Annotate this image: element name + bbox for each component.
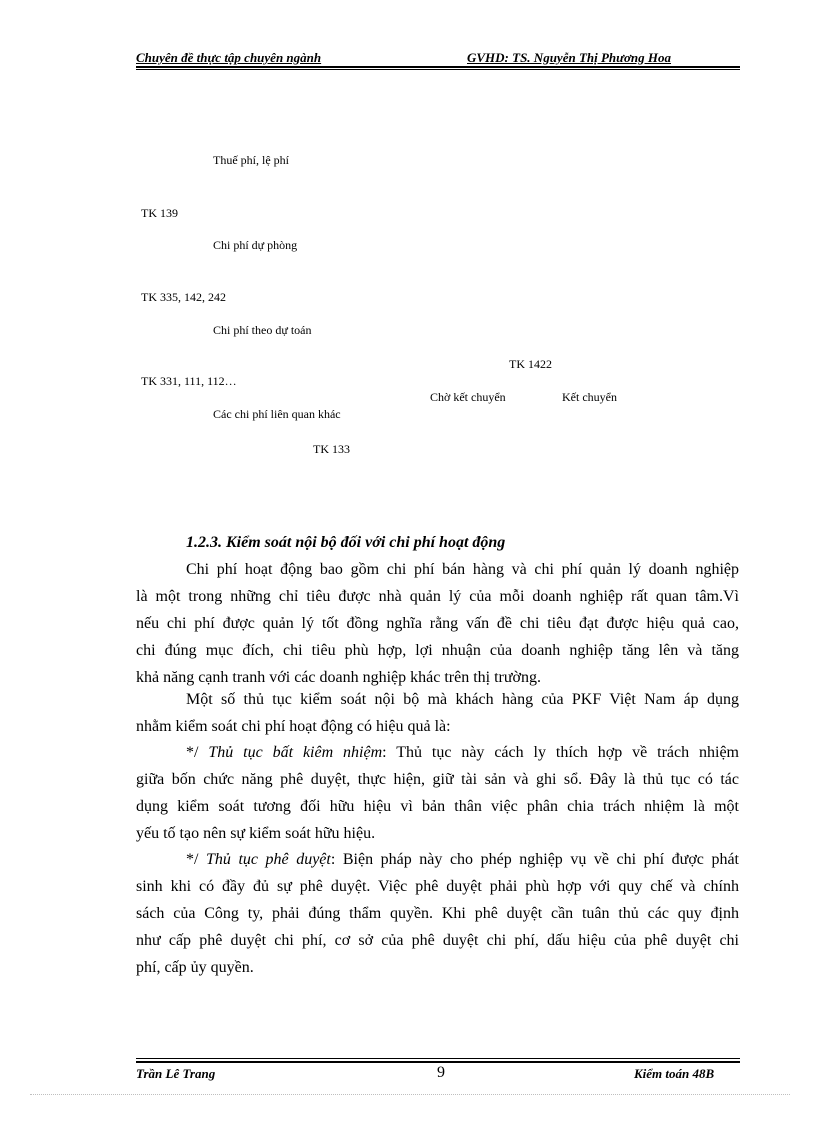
text-line: nếu chi phí được quản lý tốt đồng nghĩa rằng vấn đề chi tiêu đạt được hiệu quả cao, (136, 615, 739, 632)
diagram-account-tk331: TK 331, 111, 112… (141, 374, 237, 388)
footer-rule (136, 1058, 740, 1059)
procedure-text: : Biện pháp này cho phép nghiệp vụ về chi phí được phát (330, 851, 739, 868)
text-line: Chi phí hoạt động bao gồm chi phí bán hàng và chi phí quản lý doanh nghiệp (186, 561, 739, 578)
text-line: chi đúng mục đích, chi tiêu phù hợp, lợi nhuận của doanh nghiệp tăng lên và tăng (136, 642, 739, 659)
text-line: yếu tố tạo nên sự kiểm soát hữu hiệu. (136, 825, 376, 842)
text-line: sách của Công ty, phải đúng thẩm quyền. Khi phê duyệt cần tuân thủ các quy định (136, 905, 739, 922)
text-line: sinh khi có đầy đủ sự phê duyệt. Việc phê duyệt phải phù hợp với quy chế và chính (136, 878, 739, 895)
text-line: khả năng cạnh tranh với các doanh nghiệp khác trên thị trường. (136, 669, 542, 686)
header-rule (136, 69, 740, 70)
text-line: giữa bốn chức năng phê duyệt, thực hiện, giữ tài sản và ghi sổ. Đây là thủ tục có tác (136, 771, 739, 788)
section-title: 1.2.3. Kiểm soát nội bộ đối với chi phí hoạt động (186, 534, 506, 551)
diagram-account-tk139: TK 139 (141, 206, 178, 220)
bullet-marker: */ (186, 851, 206, 868)
header-right: GVHD: TS. Nguyễn Thị Phương Hoa (467, 50, 672, 65)
procedure-text: : Thủ tục này cách ly thích hợp về trách nhiệm (382, 744, 739, 761)
procedure-term: Thủ tục bất kiêm nhiệm (208, 744, 383, 761)
diagram-label-ket-chuyen: Kết chuyển (562, 390, 617, 404)
diagram-account-tk335: TK 335, 142, 242 (141, 290, 226, 304)
procedure-term: Thủ tục phê duyệt (206, 851, 331, 868)
diagram-label-duphong: Chi phí dự phòng (213, 238, 298, 252)
diagram-label-khac: Các chi phí liên quan khác (213, 407, 341, 421)
text-line: là một trong những chỉ tiêu được nhà quản lý của mỗi doanh nghiệp rất quan tâm.Vì (136, 588, 739, 605)
text-line: như cấp phê duyệt chi phí, cơ sở của phê duyệt chi phí, dấu hiệu của phê duyệt chi (136, 932, 739, 949)
text-line: phí, cấp ủy quyền. (136, 959, 254, 976)
text-line: Một số thủ tục kiểm soát nội bộ mà khách hàng của PKF Việt Nam áp dụng (186, 691, 739, 708)
text-line-first (186, 846, 739, 873)
diagram-label-cho-ket-chuyen: Chờ kết chuyển (430, 390, 506, 404)
diagram-account-tk133: TK 133 (313, 442, 350, 456)
footer-rule (136, 1061, 740, 1063)
bullet-marker: */ (186, 744, 209, 761)
diagram-account-tk1422: TK 1422 (509, 357, 552, 371)
diagram-label-dutoan: Chi phí theo dự toán (213, 323, 312, 337)
header-left: Chuyên đề thực tập chuyên ngành (136, 50, 322, 65)
header-rule (136, 66, 740, 68)
footer-class: Kiểm toán 48B (634, 1066, 715, 1081)
page-bottom-border (30, 1094, 790, 1095)
text-line-first (186, 739, 739, 766)
footer-author: Trần Lê Trang (136, 1066, 216, 1081)
text-line: dụng kiểm soát tương đối hữu hiệu vì bản thân việc phân chia trách nhiệm là một (136, 798, 739, 815)
text-line: nhằm kiểm soát chi phí hoạt động có hiệu quả là: (136, 718, 451, 735)
page-number: 9 (437, 1064, 445, 1081)
diagram-label-thue: Thuế phí, lệ phí (213, 153, 289, 167)
